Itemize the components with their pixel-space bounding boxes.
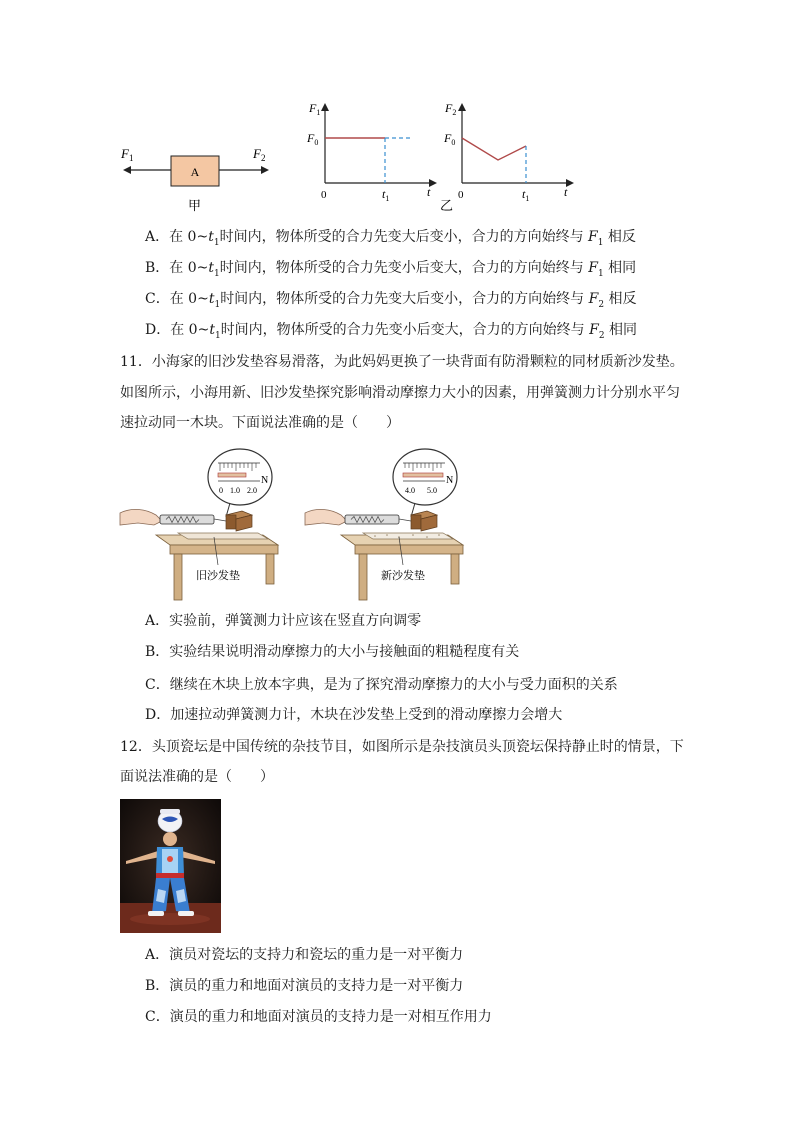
- q10-option-a[interactable]: A．在 $0\sim t_1$时间内，物体所受的合力先变大后变小，合力的方向始终与 $F_1$ 相反: [145, 229, 636, 248]
- svg-text:N: N: [261, 475, 269, 486]
- svg-text:0: 0: [219, 486, 223, 495]
- f2-curve: [462, 138, 526, 160]
- q12-option-c[interactable]: C．演员的重力和地面对演员的支持力是一对相互作用力: [145, 1009, 492, 1025]
- acrobat-photo: [120, 799, 221, 933]
- figure-jia: [115, 140, 285, 220]
- svg-text:4.0: 4.0: [405, 486, 415, 495]
- block-label: A: [190, 165, 200, 179]
- arrow-left-icon: [123, 166, 131, 174]
- graph-f1: [305, 98, 440, 203]
- svg-text:5.0: 5.0: [427, 486, 437, 495]
- svg-text:F1: $F_1$: [309, 101, 321, 117]
- svg-text:F0: $F_0$: [444, 131, 456, 147]
- q11-option-d[interactable]: D．加速拉动弹簧测力计，木块在沙发垫上受到的滑动摩擦力会增大: [145, 707, 563, 723]
- q11-stem-line-2: 如图所示，小海用新、旧沙发垫探究影响滑动摩擦力大小的因素，用弹簧测力计分别水平匀: [120, 385, 680, 401]
- q10-option-b[interactable]: B．在 $0\sim t_1$时间内，物体所受的合力先变小后变大，合力的方向始终与 $F_1$ 相同: [145, 260, 637, 279]
- caption-yi: 乙: [440, 198, 454, 213]
- svg-text:1.0: 1.0: [230, 486, 240, 495]
- f1-label: $F_1$: [121, 146, 134, 163]
- caption-jia: 甲: [188, 198, 202, 213]
- q12-option-a[interactable]: A．演员对瓷坛的支持力和瓷坛的重力是一对平衡力: [145, 947, 464, 963]
- svg-text:t: t: [564, 185, 568, 199]
- q11-option-a[interactable]: A．实验前，弹簧测力计应该在竖直方向调零: [145, 613, 422, 629]
- q10-option-d[interactable]: D．在 $0\sim t_1$时间内，物体所受的合力先变小后变大，合力的方向始终与 $F_2$ 相同: [145, 322, 638, 341]
- hand-icon: [120, 509, 162, 525]
- f2-label: $F_2$: [253, 146, 266, 163]
- svg-text:F2: $F_2$: [445, 101, 457, 117]
- q12-option-b[interactable]: B．演员的重力和地面对演员的支持力是一对平衡力: [145, 978, 464, 994]
- q11-option-c[interactable]: C．继续在木块上放本字典，是为了探究滑动摩擦力的大小与受力面积的关系: [145, 677, 618, 693]
- q11-option-b[interactable]: B．实验结果说明滑动摩擦力的大小与接触面的粗糙程度有关: [145, 644, 520, 660]
- new-cushion-label: 新沙发垫: [381, 570, 425, 582]
- hand-icon: [305, 509, 347, 525]
- svg-text:N: N: [446, 475, 454, 486]
- q11-figure-new-cushion: [303, 445, 478, 605]
- q10-option-c[interactable]: C．在 $0\sim t_1$时间内，物体所受的合力先变大后变小，合力的方向始终与 $F_2$ 相反: [145, 291, 637, 310]
- q12-stem-line-1: 12．头顶瓷坛是中国传统的杂技节目，如图所示是杂技演员头顶瓷坛保持静止时的情景，下: [120, 739, 684, 755]
- svg-text:2.0: 2.0: [247, 486, 257, 495]
- svg-text:t: t: [427, 185, 431, 199]
- svg-text:t1: $t_1$: [522, 187, 530, 203]
- graph-f2: [440, 98, 580, 213]
- svg-text:t1: $t_1$: [382, 187, 390, 203]
- q12-stem-line-2: 面说法准确的是（ ）: [120, 769, 274, 785]
- q11-stem-line-1: 11．小海家的旧沙发垫容易滑落，为此妈妈更换了一块背面有防滑颗粒的同材质新沙发垫。: [120, 354, 684, 370]
- svg-text:F0: $F_0$: [307, 131, 319, 147]
- q11-stem-line-3: 速拉动同一木块。下面说法准确的是（ ）: [120, 415, 400, 431]
- svg-text:0: 0: [458, 189, 464, 201]
- arrow-right-icon: [261, 166, 269, 174]
- svg-text:0: 0: [321, 189, 327, 201]
- q11-figure-old-cushion: [118, 445, 293, 605]
- old-cushion-label: 旧沙发垫: [196, 570, 240, 582]
